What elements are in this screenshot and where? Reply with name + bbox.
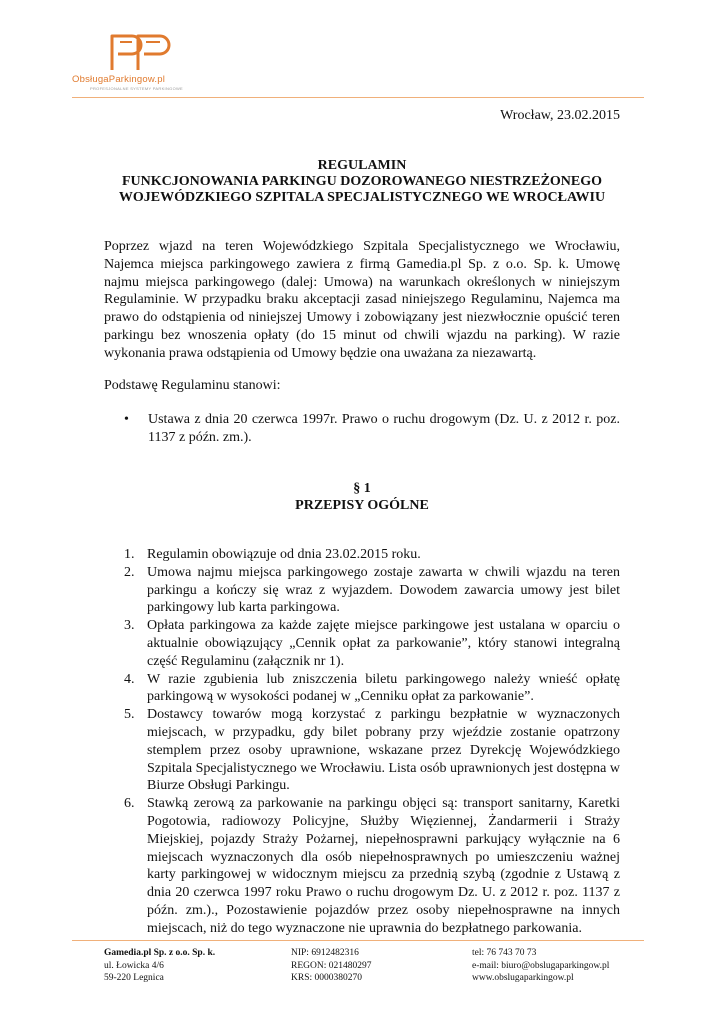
footer-street: ul. Łowicka 4/6 [104,960,164,971]
logo-name: ObsługaParkingow.pl [72,74,166,85]
footer-regon: REGON: 021480297 [291,960,372,971]
footer-tel: tel: 76 743 70 73 [472,948,537,958]
rule-item [104,617,620,670]
intro-paragraph: Poprzez wjazd na teren Wojewódzkiego Szpitala Specjalistycznego we Wrocławiu, Najemca miejsca parkingowego zawiera z firmą Gamedia.pl Sp. z o.o. Sp. k. Umowę najmu miejsca parkingowego (dalej: Umowa) na warunkach określonych w niniejszym Regulaminie. W przypadku braku akceptacji zasad niniejszego Regulaminu, Najemca ma prawo do odstąpienia od niniejszej Umowy i zobowiązany jest niezwłocznie opuścić teren parkingu bez wnoszenia opłaty (do 15 minut od chwili wjazdu na parking). W razie wykonania prawa odstąpienia od Umowy będzie ona uważana za niezawartą. [104,239,620,361]
rule-number: 5. [124,707,135,723]
footer-registry [291,947,372,985]
section-header [104,480,620,514]
rule-number: 1. [124,547,135,562]
footer-email[interactable]: e-mail: biuro@obslugaparkingow.pl [472,960,610,971]
header-divider [72,97,644,98]
footer-nip: NIP: 6912482316 [291,948,359,958]
rule-text: Opłata parkingowa za każde zajęte miejsce parkingowe jest ustalana w oparciu o aktualnie obowiązujący „Cennik opłat za parkowanie”, który stanowi integralną część Regulaminu (załącznik nr 1). [147,618,620,669]
parking-logo-icon [108,28,176,72]
logo-tagline: PROFESJONALNE SYSTEMY PARKINGOWE [90,86,184,91]
place-date: Wrocław, 23.02.2015 [500,108,620,123]
rule-text: W razie zgubienia lub zniszczenia biletu parkingowego należy wnieść opłatę parkingową w wysokości podanej w „Cenniku opłat za parkowanie”. [147,671,620,705]
rule-number: 3. [124,618,135,634]
footer-city: 59-220 Legnica [104,973,164,983]
footer-company: Gamedia.pl Sp. z o.o. Sp. k. [104,948,216,958]
rule-text: Dostawcy towarów mogą korzystać z parkingu bezpłatnie w wyznaczonych miejscach, w przypadku, gdy bilet pobrany przy wjeździe zostanie opatrzony stemplem przez osoby uprawnione, wskazane przez Dyrekcję Wojewódzkiego Szpitala Specjalistycznego we Wrocławiu. Lista osób uprawnionych jest dostępna w Biurze Obsługi Parkingu. [147,707,620,794]
rule-item [104,564,620,617]
rule-item [104,546,620,564]
company-logo [72,28,212,90]
footer-address [104,947,215,985]
basis-label: Podstawę Regulaminu stanowi: [104,378,281,393]
rule-item [104,795,620,937]
footer-divider [72,940,644,941]
rule-number: 6. [124,796,135,812]
rules-list [104,546,620,938]
footer-www[interactable]: www.obslugaparkingow.pl [472,973,574,983]
rule-number: 4. [124,671,135,687]
title-line-1: REGULAMIN [317,158,407,173]
rule-number: 2. [124,564,135,580]
footer-contact [472,947,609,985]
section-heading: PRZEPISY OGÓLNE [295,498,429,513]
rule-text: Umowa najmu miejsca parkingowego zostaje zawarta w chwili wjazdu na teren parkingu a kończy się wraz z wyjazdem. Dowodem zawarcia umowy jest bilet parkingowy lub karta parkingowa. [147,564,620,616]
document-title [104,158,620,206]
rule-item [104,706,620,795]
rule-item [104,671,620,707]
rule-text: Stawką zerową za parkowanie na parkingu objęci są: transport sanitarny, Karetki Pogotowia, radiowozy Policyjne, Służby Więziennej, Żandarmerii i Straży Miejskiej, pojazdy Straży Pożarnej, niepełnosprawni parkujący wyłącznie na 6 miejscach wyznaczonych dla osób niepełnosprawnych po umieszczeniu ważnej karty parkingowej w widocznym miejscu za przednią szybą (zgodnie z Ustawą z dnia 20 czerwca 1997 roku Prawo o ruchu drogowym Dz. U. z 2012 r. poz. 1137 z późn. zm.)., Pozostawienie pojazdów przez osoby niepełnosprawne na innych miejscach, niż do tego wyznaczone nie uprawnia do bezpłatnego parkowania. [147,796,620,936]
title-line-2: FUNKCJONOWANIA PARKINGU DOZOROWANEGO NIESTRZEŻONEGO [121,174,603,189]
basis-item-text: Ustawa z dnia 20 czerwca 1997r. Prawo o ruchu drogowym (Dz. U. z 2012 r. poz. 1137 z późn. zm.). [148,412,620,445]
bullet-icon: • [124,412,129,427]
footer-krs: KRS: 0000380270 [291,973,362,983]
section-number: § 1 [353,481,371,496]
title-line-3: WOJEWÓDZKIEGO SZPITALA SPECJALISTYCZNEGO WE WROCŁAWIU [118,190,606,205]
rule-text: Regulamin obowiązuje od dnia 23.02.2015 roku. [147,547,421,562]
